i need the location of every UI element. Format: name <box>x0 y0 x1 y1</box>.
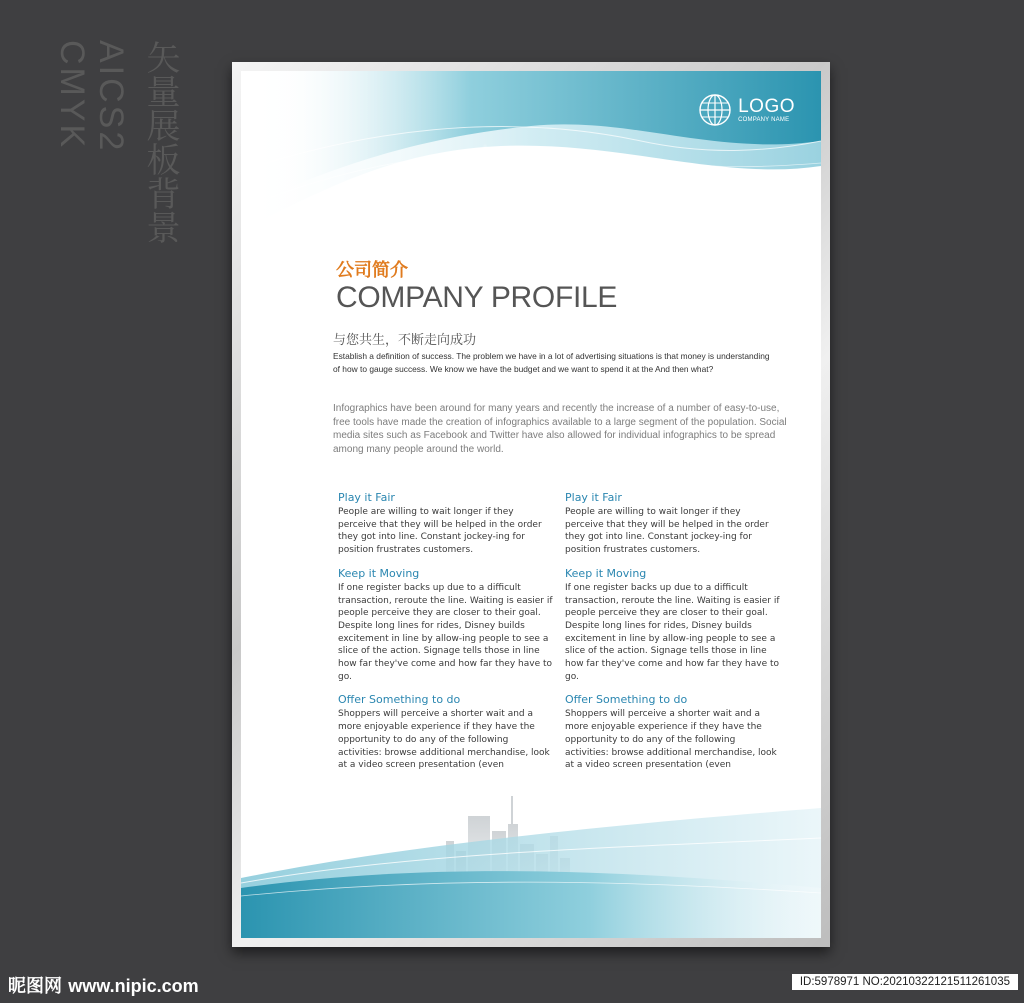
section <box>338 567 553 684</box>
site-url: www.nipic.com <box>68 976 199 996</box>
company-name: COMPANY NAME <box>738 116 790 123</box>
poster-frame <box>232 62 830 947</box>
side-text-en: AICS2 CMYK <box>53 40 130 154</box>
site-watermark <box>8 972 199 998</box>
company-logo <box>698 93 795 127</box>
section-heading: Keep it Moving <box>565 566 647 580</box>
section-heading: Play it Fair <box>565 491 622 504</box>
page-title: COMPANY PROFILE <box>336 281 618 314</box>
side-vertical-text <box>52 40 180 270</box>
logo-text: LOGO <box>738 95 795 117</box>
section <box>338 491 553 557</box>
section <box>565 567 780 684</box>
section-heading: Offer Something to do <box>338 693 461 707</box>
globe-icon <box>698 93 732 127</box>
section-body: Shoppers will perceive a shorter wait and a more enjoyable experience if they have the opportunity to do any of the following activities: browse additional merchandise, look at a video screen presentation (even <box>565 709 777 771</box>
content-column-left <box>338 491 553 782</box>
side-text-cn: 矢量展板背景 <box>140 40 180 244</box>
content-column-right <box>565 491 780 782</box>
section <box>338 693 553 772</box>
section-body: If one register backs up due to a difficult transaction, reroute the line. Waiting is easier if people perceive they are closer to their goal. Despite long lines for rides, Disney builds excitement in line by allow-ing people to see a slice of the action. Signage tells those in line how far they've come and how far they have to go. <box>338 582 553 682</box>
intro-paragraph: Infographics have been around for many years and recently the increase of a number of easy-to-use, free tools have made the creation of infographics available to a large segment of the population. Social media sites such as Facebook and Twitter have also allowed for individual infographics to be spread among many people around the world. <box>333 403 787 455</box>
section-heading: Offer Something to do <box>565 693 688 707</box>
subtitle-chinese: 与您共生，不断走向成功 <box>333 333 477 348</box>
section-body: People are willing to wait longer if they perceive that they will be helped in the order they got into line. Constant jockey-ing for position frustrates customers. <box>565 507 769 556</box>
section-heading: Play it Fair <box>338 491 395 504</box>
section <box>565 491 780 557</box>
intro-text: Establish a definition of success. The problem we have in a lot of advertising situations is that money is understanding of how to gauge success. We know we have the budget and we want to spend it at the And then what? <box>333 351 770 374</box>
section <box>565 693 780 772</box>
section-body: People are willing to wait longer if they perceive that they will be helped in the order they got into line. Constant jockey-ing for position frustrates customers. <box>338 507 542 556</box>
section-body: Shoppers will perceive a shorter wait and a more enjoyable experience if they have the opportunity to do any of the following activities: browse additional merchandise, look at a video screen presentation (even <box>338 709 550 771</box>
section-body: If one register backs up due to a difficult transaction, reroute the line. Waiting is easier if people perceive they are closer to their goal. Despite long lines for rides, Disney builds excitement in line by allow-ing people to see a slice of the action. Signage tells those in line how far they've come and how far they have to go. <box>565 582 780 682</box>
site-name-cn: 昵图网 <box>8 976 62 997</box>
poster <box>241 71 821 938</box>
title-chinese: 公司简介 <box>336 260 408 281</box>
bottom-wave-graphic <box>241 768 821 938</box>
section-heading: Keep it Moving <box>338 566 420 580</box>
image-id-label: ID:5978971 NO:20210322121511261035 <box>792 974 1018 990</box>
